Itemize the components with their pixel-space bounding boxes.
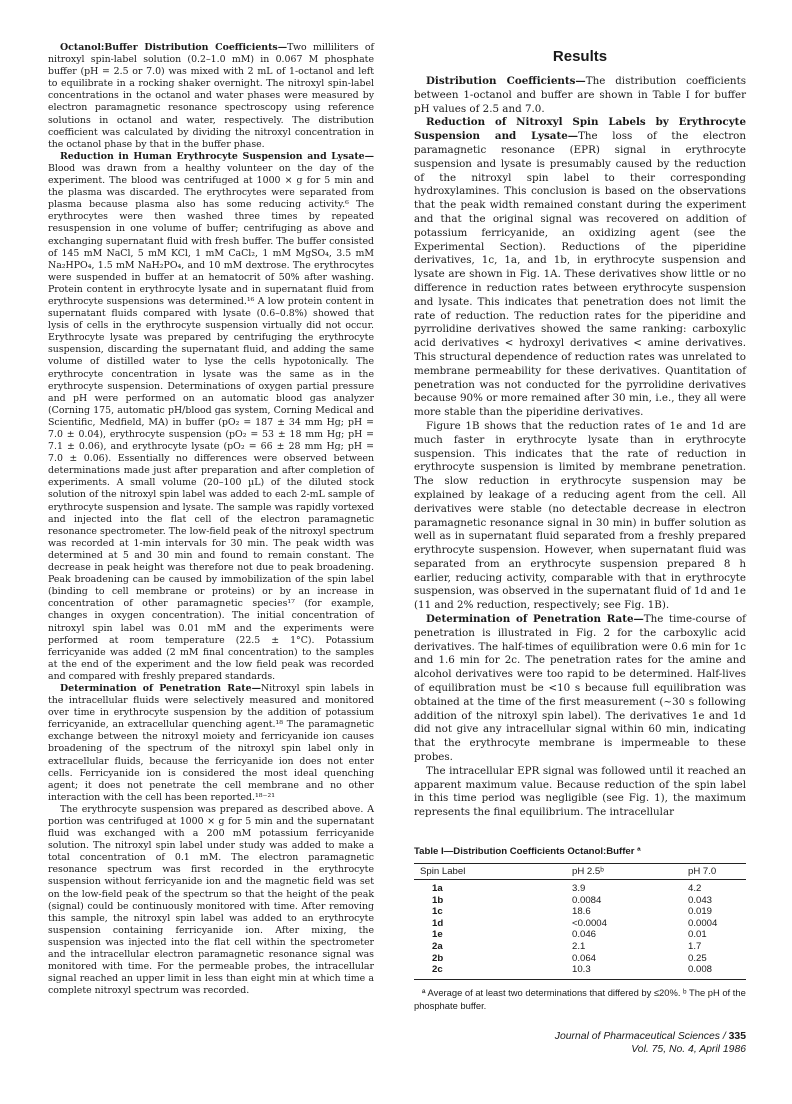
table-header-row [414, 864, 746, 880]
cell-label: 1b [432, 894, 444, 906]
section-penetration-methods [48, 683, 374, 804]
table-row [414, 895, 746, 907]
journal-volume: Vol. 75, No. 4, April 1986 [631, 1044, 746, 1055]
cell-label: 2c [414, 964, 552, 979]
table-row [414, 953, 746, 965]
section-distribution-results [414, 75, 746, 116]
section-distribution-methods [48, 42, 374, 151]
paragraph-text: The loss of the electron paramagnetic resonance (EPR) signal in erythrocyte suspension and lysate is presumably caused by the reduction of the nitroxyl spin label to their corresponding hydroxylamines. This conclusion is based on the observations that the peak width remained constant during the experiment and that the original signal was recovered on addition of potassium ferricyanide, an oxidizing agent (see the Experimental Section). Reductions of the piperidine derivatives, 1c, 1a, and 1b, in erythrocyte suspension and lysate are shown in Fig. 1A. These derivatives show little or no difference in reduction rates between erythrocyte suspension and lysate. This indicates that penetration does not limit the rate of reduction. The reduction rates for the piperidine and pyrrolidine derivatives showed the same ranking: carboxylic acid derivatives < hydroxyl derivatives < amine derivatives. This structural dependence of reduction rates was unrelated to membrane permeability for these derivatives. Quantitation of penetration was not conducted for the pyrrolidine derivatives because 90% or more remained after 30 min, i.e., they all were more stable than the piperidine derivatives. [414, 130, 746, 419]
cell-ph-2-5: 3.9 [572, 883, 586, 894]
paragraph-text: The intracellular EPR signal was followed until it reached an apparent maximum value. Because reduction of the spin label in this time period was negligible (see Fig. 1), the maximum represents the final equilibrium. The intracellular [414, 764, 746, 819]
table-row [414, 880, 746, 895]
paragraph-text: Figure 1B shows that the reduction rates of 1e and 1d are much faster in erythrocyte lysate than in erythrocyte suspension. This indicates that the rate of reduction in erythrocyte suspension is limited by membrane penetration. The slow reduction in erythrocyte suspension may be explained by leakage of a reducing agent from the cell. All derivatives were stable (no detectable decrease in electron paramagnetic resonance signal in 30 min) in buffer solution as well as in supernatant fluid separated from a freshly prepared erythrocyte suspension. However, when supernatant fluid was separated from an erythrocyte suspension prepared 8 h earlier, reducing activity, comparable with that in erythrocyte suspension, was observed in the supernatant fluid of 1d and 1e (11 and 2% reduction, respectively; see Fig. 1B). [414, 419, 746, 612]
cell-ph-2-5: 0.0084 [572, 894, 602, 906]
section-reduction-methods [48, 151, 374, 683]
paragraph-text: Nitroxyl spin labels in the intracellular fluids were selectively measured and monitored over time in erythrocyte suspension by the addition of potassium ferricyanide, an extracellular quenching agent.¹⁸ The paramagnetic exchange between the nitroxyl moiety and ferricyanide ion causes broadening of the spectrum of the nitroxyl spin label only in extracellular fluids, because the ferricyanide ion does not enter cells. Ferricyanide ion is considered the most ideal quenching agent; it does not penetrate the cell membrane and no other interaction with the cell has been reported.¹⁸⁻²¹ [48, 682, 375, 803]
section-heading: Reduction in Human Erythrocyte Suspension and Lysate— [60, 150, 374, 162]
section-heading: Octanol:Buffer Distribution Coefficients— [60, 42, 288, 53]
cell-label: 1c [432, 906, 443, 918]
section-heading: Determination of Penetration Rate— [60, 682, 261, 694]
section-heading: Distribution Coefficients— [426, 75, 586, 87]
journal-name-line [541, 1030, 746, 1043]
page-number: 335 [728, 1031, 746, 1042]
cell-ph-2-5: 10.3 [552, 964, 688, 979]
data-table [414, 863, 746, 980]
header-ph-7-0: pH 7.0 [688, 864, 746, 880]
cell-label: 1a [432, 883, 443, 894]
cell-ph-7-0: 0.0004 [688, 917, 718, 929]
results-heading: Results [552, 48, 608, 65]
cell-ph-2-5: <0.0004 [572, 917, 607, 929]
cell-ph-2-5: 18.6 [572, 906, 591, 918]
table-distribution-coefficients [414, 846, 746, 1012]
left-column [48, 42, 374, 997]
header-spin-label: Spin Label [414, 864, 552, 880]
section-heading: Reduction of Nitroxyl Spin Labels by Erythrocyte Suspension and Lysate— [414, 116, 746, 143]
cell-label: 1d [432, 917, 444, 929]
section-reduction-results [414, 116, 746, 420]
journal-footer [541, 1030, 746, 1056]
cell-ph-7-0: 0.008 [688, 964, 746, 979]
cell-label: 1e [432, 929, 443, 941]
paragraph-figure-1b [414, 420, 746, 613]
table-row [414, 964, 746, 979]
cell-ph-7-0: 0.25 [688, 952, 707, 964]
cell-ph-7-0: 0.019 [688, 906, 713, 918]
section-penetration-results [414, 613, 746, 765]
cell-ph-2-5: 2.1 [572, 940, 586, 952]
cell-ph-7-0: 1.7 [688, 940, 702, 952]
cell-ph-2-5: 0.046 [572, 929, 597, 941]
journal-name: Journal of Pharmaceutical Sciences / [554, 1031, 726, 1042]
table-row [414, 906, 746, 918]
table-row [414, 918, 746, 930]
paragraph-intracellular-epr [414, 765, 746, 820]
cell-ph-7-0: 0.01 [688, 929, 707, 941]
right-column [414, 42, 746, 820]
cell-ph-2-5: 0.064 [572, 952, 597, 964]
cell-ph-7-0: 4.2 [688, 883, 702, 894]
paragraph-text: Blood was drawn from a healthy volunteer on the day of the experiment. The blood was centrifuged at 1000 × g for 5 min and the plasma was discarded. The erythrocytes were separated from plasma because plasma also has some reducing activity.⁶ The erythrocytes were then washed three times by repeated resuspension in one volume of buffer; centrifuging as above and exchanging supernatant fluid with fresh buffer. The buffer consisted of 145 mM NaCl, 5 mM KCl, 1 mM CaCl₂, 1 mM MgSO₄, 3.5 mM Na₂HPO₄, 1.5 mM NaH₂PO₄, and 10 mM dextrose. The erythrocytes were suspended in buffer at an hematocrit of 50% after washing. Protein content in erythrocyte lysate and in supernatant fluid from erythrocyte suspensions was determined.¹⁶ A low protein content in supernatant fluids compared with lysate (0.6–0.8%) showed that lysis of cells in the erythrocyte suspension virtually did not occur. Erythrocyte lysate was prepared by centrifuging the erythrocyte suspension, discarding the supernatant fluid, and adding the same volume of distilled water to lyse the cells hypotonically. The erythrocyte concentration in lysate was the same as in the erythrocyte suspension. Determinations of oxygen partial pressure and pH were performed on an automatic blood gas analyzer (Corning 175, automatic pH/blood gas system, Corning Medical and Scientific, Medfield, MA) in buffer (pO₂ = 187 ± 34 mm Hg; pH = 7.0 ± 0.04), erythrocyte suspension (pO₂ = 53 ± 18 mm Hg; pH = 7.1 ± 0.06), and erythrocyte lysate (pO₂ = 66 ± 28 mm Hg; pH = 7.0 ± 0.06). Essentially no differences were observed between determinations made just after preparation and after completion of experiments. A small volume (20–100 µL) of the diluted stock solution of the nitroxyl spin label was added to each 2-mL sample of erythrocyte suspension and lysate. The sample was rapidly vortexed and injected into the flat cell of the electron paramagnetic resonance spectrometer. The low-field peak of the nitroxyl spectrum was recorded at 1-min intervals for 30 min. The peak width was determined at 5 and 30 min and found to remain constant. The decrease in peak height was therefore not due to peak broadening. Peak broadening can be caused by immobilization of the spin label (binding to cell membrane or proteins) or by an increase in concentration of other paramagnetic species¹⁷ (for example, changes in oxygen concentration). The initial concentration of nitroxyl spin label was 0.01 mM and the experiments were performed at room temperature (22.5 ± 1°C). Potassium ferricyanide was added (2 mM final concentration) to the samples at the end of the experiment and the low field peak was recorded and compared with freshly prepared standards. [48, 162, 374, 682]
header-ph-2-5: pH 2.5ᵇ [552, 864, 688, 880]
table-row [414, 941, 746, 953]
cell-label: 2a [432, 940, 443, 952]
section-heading: Determination of Penetration Rate— [426, 613, 644, 626]
cell-label: 2b [432, 952, 444, 964]
paragraph-text: The erythrocyte suspension was prepared as described above. A portion was centrifuged at 1000 × g for 5 min and the supernatant fluid was exchanged with a 200 mM potassium ferricyanide solution. The nitroxyl spin label under study was added to make a total concentration of 0.1 mM. The electron paramagnetic resonance spectrum was first recorded in the erythrocyte suspension without ferricyanide ion and the magnetic field was set on the low-field peak of the spectrum so that the height of the peak (signal) could be continuously monitored with time. After removing this sample, the nitroxyl spin label was added to an erythrocyte suspension containing ferricyanide ion. After mixing, the suspension was injected into the flat cell within the spectrometer and the intracellular electron paramagnetic resonance signal was monitored with time. For the permeable probes, the intracellular signal reached an upper limit in less than eight min at which time a complete nitroxyl spectrum was recorded. [48, 803, 374, 997]
paragraph-suspension-prep [48, 804, 374, 998]
table-row [414, 929, 746, 941]
paragraph-text: The time-course of penetration is illustrated in Fig. 2 for the carboxylic acid derivatives. The half-times of equilibration were 0.6 min for 1c and 1.6 min for 2c. The penetration rates for the amine and alcohol derivatives were too rapid to be determined. Half-lives of equilibration must be <10 s because full equilibration was obtained at the time of the first measurement (~30 s following addition of the nitroxyl spin label). The derivatives 1e and 1d did not give any intracellular signal within 60 min, indicating that the erythrocyte membrane is impermeable to these probes. [414, 613, 746, 764]
paragraph-text: The distribution coefficients between 1-octanol and buffer are shown in Table I for buffer pH values of 2.5 and 7.0. [414, 75, 746, 115]
table-footnote: ª Average of at least two determinations that differed by ≤20%. ᵇ The pH of the phosphate buffer. [414, 986, 746, 1011]
cell-ph-7-0: 0.043 [688, 894, 713, 906]
paragraph-text: Two milliliters of nitroxyl spin-label solution (0.2–1.0 mM) in 0.067 M phosphate buffer (pH = 2.5 or 7.0) was mixed with 2 mL of 1-octanol and left to equilibrate in a rocking shaker overnight. The nitroxyl spin-label concentrations in the octanol and water phases were measured by electron paramagnetic resonance spectroscopy using reference solutions in octanol and water, respectively. The distribution coefficient was calculated by dividing the nitroxyl concentration in the octanol phase by that in the buffer phase. [48, 42, 374, 150]
table-caption: Table I—Distribution Coefficients Octanol:Buffer ª [414, 846, 641, 857]
